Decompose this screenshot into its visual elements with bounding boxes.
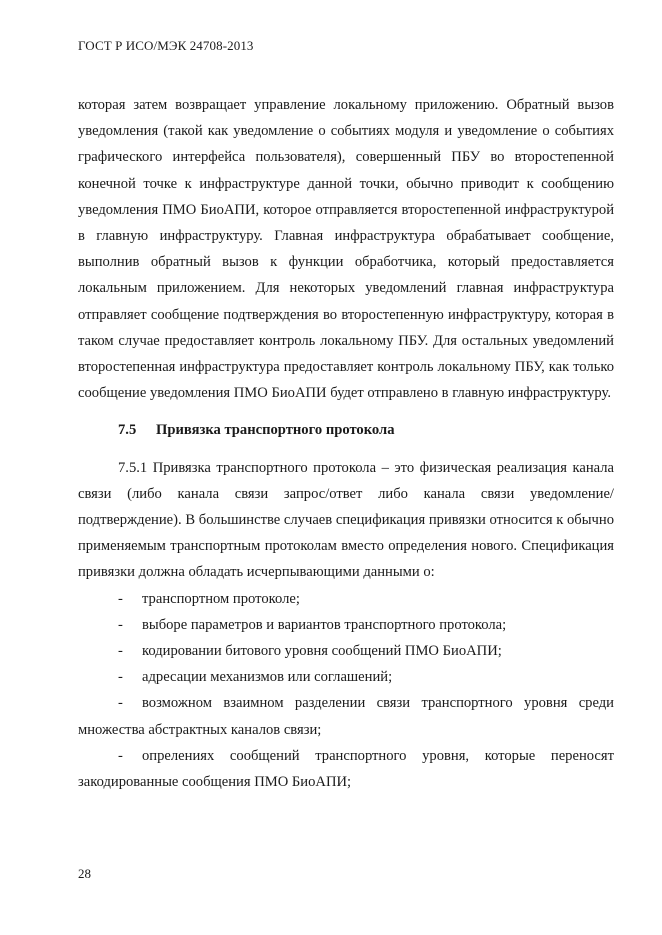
list-marker: - [118, 669, 123, 686]
list-marker: - [118, 747, 123, 764]
page-number: 28 [78, 866, 91, 881]
list-item [78, 586, 614, 612]
list-marker: - [118, 616, 123, 633]
list-marker: - [118, 643, 123, 660]
list-item-text: транспортном протоколе; [142, 590, 300, 607]
list-item-text: опрелениях сообщений транспортного уровня, которые переносят закодированные сообщения ПМО БиоАПИ; [78, 747, 614, 791]
list-item [78, 690, 614, 742]
page-body [78, 92, 614, 795]
paragraph-7-5-1: 7.5.1 Привязка транспортного протокола – это физическая реализация канала связи (либо канала связи запрос/ответ либо канала связи уведомление/подтверждение). В большинстве случаев спецификация привязки относится к обычно применяемым транспортным протоколам вместо определения нового. Спецификация привязки должна обладать исчерпывающими данными о: [78, 459, 614, 581]
list-item [78, 612, 614, 638]
page-header: ГОСТ Р ИСО/МЭК 24708-2013 [78, 38, 254, 53]
list-item-text: адресации механизмов или соглашений; [142, 669, 393, 686]
list-item [78, 743, 614, 795]
section-number: 7.5 [118, 422, 137, 439]
list-marker: - [118, 695, 123, 712]
list-marker: - [118, 590, 123, 607]
list-item-text: выборе параметров и вариантов транспортного протокола; [142, 616, 507, 633]
section-title: Привязка транспортного протокола [156, 422, 395, 439]
section-heading [78, 417, 614, 443]
list-item-text: кодировании битового уровня сообщений ПМО БиоАПИ; [142, 643, 502, 660]
list-item [78, 638, 614, 664]
list-item [78, 664, 614, 690]
list-item-text: возможном взаимном разделении связи транспортного уровня среди множества абстрактных каналов связи; [78, 695, 614, 738]
paragraph-continuation: которая затем возвращает управление локальному приложению. Обратный вызов уведомления (такой как уведомление о событиях модуля и уведомление о событиях графического интерфейса пользователя), совершенный ПБУ во второстепенной конечной точке к инфраструктуре данной точки, обычно приводит к сообщению уведомления ПМО БиоАПИ, которое отправляется второстепенной инфраструктурой в главную инфраструктуру. Главная инфраструктура обрабатывает сообщение, выполнив обратный вызов к функции обработчика, который предоставляется локальным приложением. Для некоторых уведомлений главная инфраструктура отправляет сообщение подтверждения во второстепенную инфраструктуру, которая в таком случае предоставляет контроль локальному ПБУ. Для остальных уведомлений второстепенная инфраструктура предоставляет контроль локальному ПБУ, как только сообщение уведомления ПМО БиоАПИ будет отправлено в главную инфраструктуру. [78, 97, 614, 402]
